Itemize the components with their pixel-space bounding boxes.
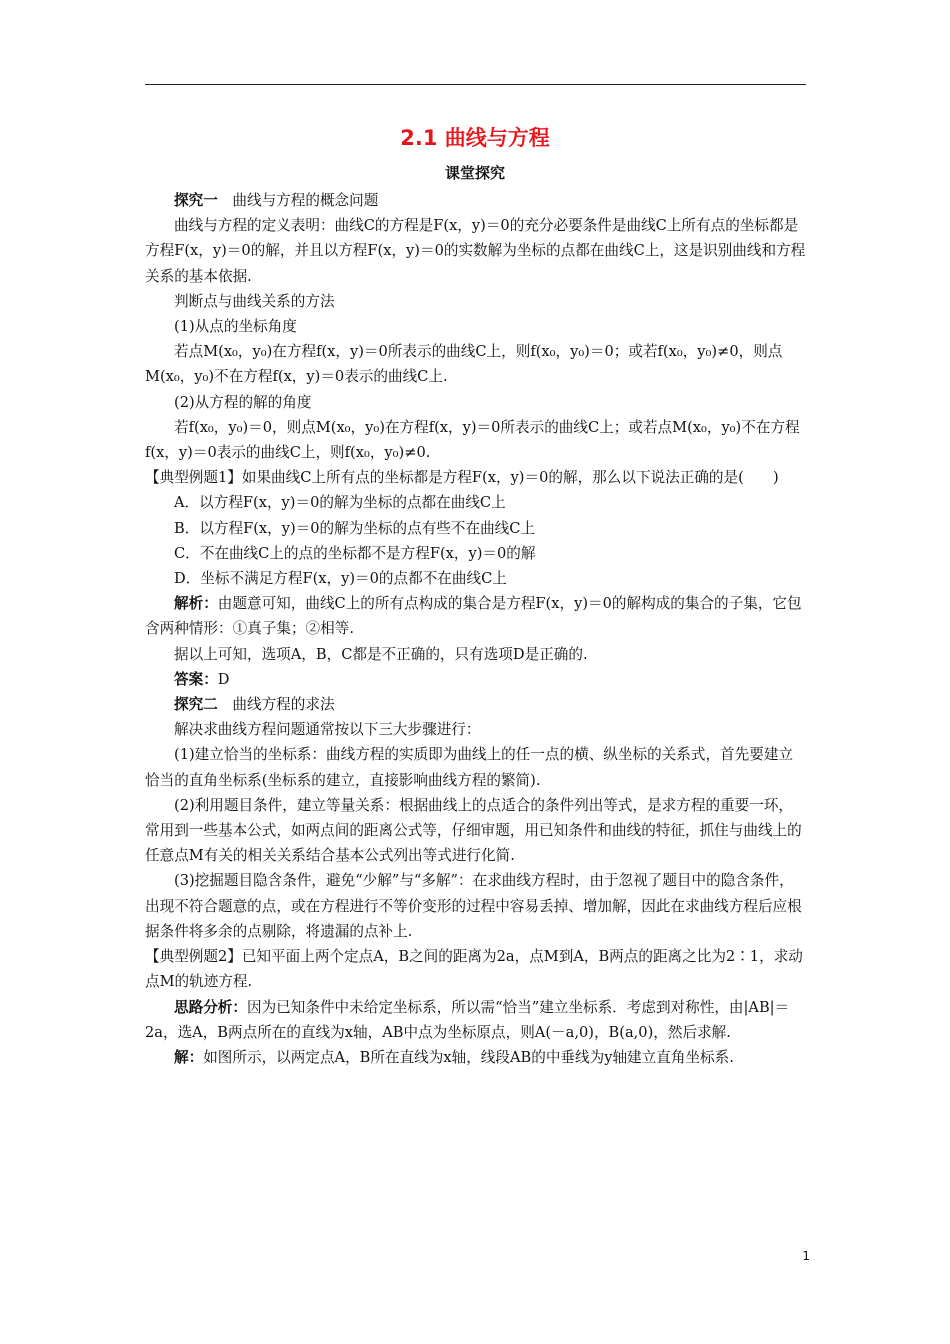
header-rule <box>145 84 806 85</box>
paragraph: 判断点与曲线关系的方法 <box>174 292 335 310</box>
paragraph: (2)利用题目条件，建立等量关系：根据曲线上的点适合的条件列出等式，是求方程的重要一环，常用到一些基本公式，如两点间的距离公式等，仔细审题，用已知条件和曲线的特征，抓住与曲线上的任意点M有关的相关关系结合基本公式列出等式进行化简. <box>145 796 802 865</box>
paragraph: 思路分析：因为已知条件中未给定坐标系，所以需“恰当”建立坐标系．考虑到对称性，由|AB|＝2a，选A，B两点所在的直线为x轴，AB中点为坐标原点，则A(－a,0)，B(a,0)，然后求解. <box>145 998 790 1041</box>
paragraph: 曲线与方程的定义表明：曲线C的方程是F(x，y)＝0的充分必要条件是曲线C上所有点的坐标都是方程F(x，y)＝0的解，并且以方程F(x，y)＝0的实数解为坐标的点都在曲线C上，这是识别曲线和方程关系的基本依据. <box>145 217 806 285</box>
paragraph: 【典型例题2】已知平面上两个定点A，B之间的距离为2a，点M到A，B两点的距离之比为2∶1，求动点M的轨迹方程. <box>145 948 803 991</box>
paragraph: 解：如图所示，以两定点A，B所在直线为x轴，线段AB的中垂线为y轴建立直角坐标系. <box>174 1048 734 1066</box>
paragraph: (1)建立恰当的坐标系：曲线方程的实质即为曲线上的任一点的横、纵坐标的关系式，首先要建立恰当的直角坐标系(坐标系的建立，直接影响曲线方程的繁简). <box>145 746 794 789</box>
document-body <box>145 188 806 1070</box>
paragraph: (3)挖掘题目隐含条件，避免“少解”与“多解”：在求曲线方程时，由于忽视了题目中的隐含条件，出现不符合题意的点，或在方程进行不等价变形的过程中容易丢掉、增加解，因此在求曲线方程后应根据条件将多余的点剔除，将遗漏的点补上. <box>145 872 802 940</box>
paragraph: (1)从点的坐标角度 <box>174 318 297 336</box>
paragraph: 探究一 曲线与方程的概念问题 <box>174 192 379 209</box>
paragraph: 若点M(x₀，y₀)在方程f(x，y)＝0所表示的曲线C上，则f(x₀，y₀)＝0；或若f(x₀，y₀)≠0，则点M(x₀，y₀)不在方程f(x，y)＝0表示的曲线C上. <box>145 343 783 386</box>
page-title: 2.1 曲线与方程 <box>400 126 550 150</box>
paragraph: 若f(x₀，y₀)＝0，则点M(x₀，y₀)在方程f(x，y)＝0所表示的曲线C上；或若点M(x₀，y₀)不在方程f(x，y)＝0表示的曲线C上，则f(x₀，y₀)≠0. <box>145 418 800 462</box>
paragraph: 答案：D <box>174 670 230 688</box>
paragraph: 解决求曲线方程问题通常按以下三大步骤进行： <box>174 721 481 739</box>
paragraph: B．以方程F(x，y)＝0的解为坐标的点有些不在曲线C上 <box>174 519 536 537</box>
paragraph: A．以方程F(x，y)＝0的解为坐标的点都在曲线C上 <box>174 494 506 512</box>
paragraph: D．坐标不满足方程F(x，y)＝0的点都不在曲线C上 <box>174 570 507 588</box>
paragraph: 解析：由题意可知，曲线C上的所有点构成的集合是方程F(x，y)＝0的解构成的集合的子集，它包含两种情形：①真子集；②相等. <box>145 595 802 638</box>
page-number: 1 <box>802 1249 810 1263</box>
paragraph: 【典型例题1】如果曲线C上所有点的坐标都是方程F(x，y)＝0的解，那么以下说法正确的是( ) <box>145 469 779 487</box>
paragraph: (2)从方程的解的角度 <box>174 393 312 411</box>
paragraph: 探究二 曲线方程的求法 <box>174 696 335 714</box>
paragraph: 据以上可知，选项A，B，C都是不正确的，只有选项D是正确的. <box>174 645 588 663</box>
paragraph: C．不在曲线C上的点的坐标都不是方程F(x，y)＝0的解 <box>174 544 536 562</box>
section-subtitle: 课堂探究 <box>444 164 505 182</box>
